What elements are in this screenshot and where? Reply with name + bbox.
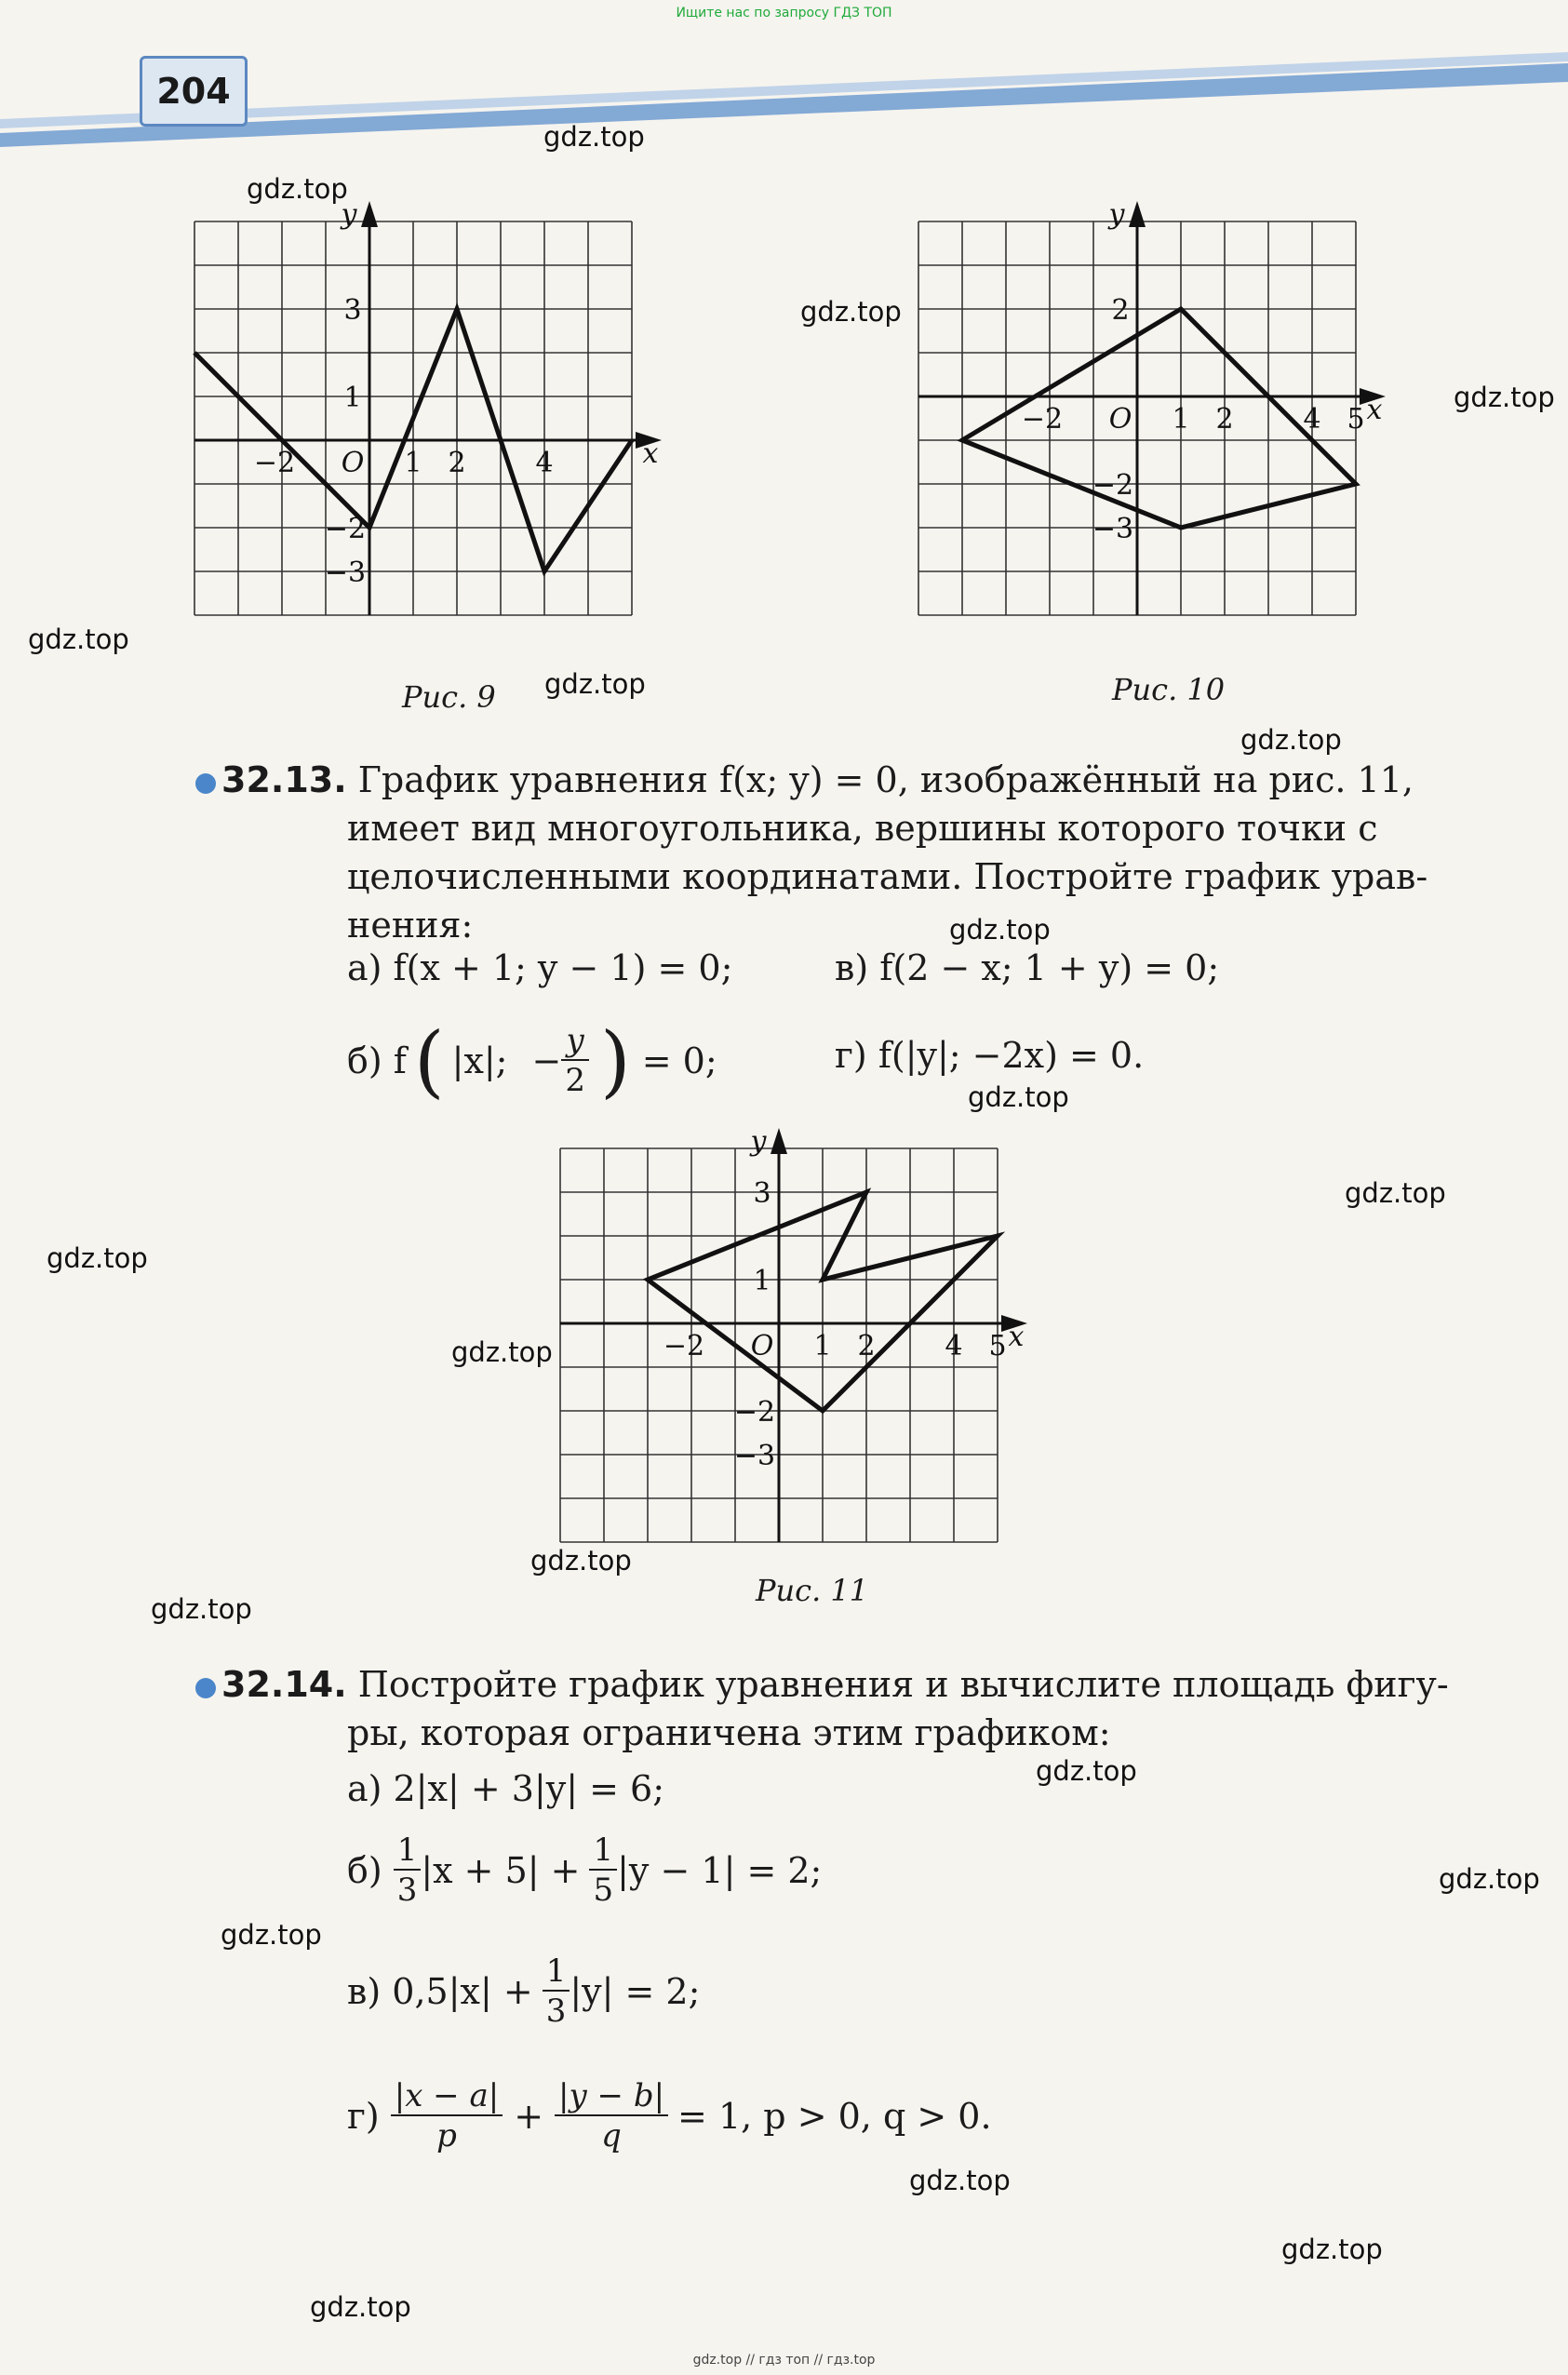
page-number: 204 <box>140 56 248 127</box>
blue-dot-icon <box>195 1678 216 1698</box>
y-axis-label: y <box>1108 198 1125 231</box>
x-tick-label: 4 <box>1303 403 1321 436</box>
top-banner: Ищите нас по запросу ГДЗ ТОП <box>676 6 892 20</box>
figure-10-caption: Рис. 10 <box>1112 672 1226 707</box>
item-b-absx: |x|; <box>451 1040 508 1081</box>
watermark: gdz.top <box>909 2165 1011 2196</box>
watermark: gdz.top <box>1240 724 1342 756</box>
x-tick-label: −2 <box>1021 403 1064 436</box>
watermark: gdz.top <box>1345 1177 1446 1209</box>
y-tick-label: −2 <box>733 1396 776 1429</box>
item-32-14-g <box>347 2077 992 2155</box>
figure-9-caption: Рис. 9 <box>402 679 496 715</box>
watermark: gdz.top <box>221 1919 322 1951</box>
y-tick-label: −2 <box>324 513 367 545</box>
item-b-suffix: = 0; <box>641 1040 717 1081</box>
item-32-13-g: г) f(|y|; −2x) = 0. <box>835 1035 1145 1076</box>
paren-right: ) <box>599 1015 631 1107</box>
item-32-14-v <box>347 1952 700 2031</box>
y-tick-label: −3 <box>1092 513 1134 545</box>
origin-label: O <box>750 1330 774 1362</box>
watermark: gdz.top <box>1454 382 1555 413</box>
watermark: gdz.top <box>310 2291 411 2323</box>
figure-10 <box>917 198 1438 659</box>
y-tick-label: 3 <box>343 294 362 327</box>
y-axis-label: y <box>341 198 357 231</box>
figure-11-caption: Рис. 11 <box>756 1573 869 1608</box>
figure-11 <box>558 1125 1079 1545</box>
problem-line-1: График уравнения f(x; y) = 0, изображённый на рис. 11, <box>357 759 1414 800</box>
problem-32-13 <box>195 756 1452 949</box>
x-tick-label: 2 <box>857 1330 876 1362</box>
item-32-13-b <box>347 1014 717 1107</box>
footer: gdz.top // гдз топ // гдз.top <box>692 2353 876 2368</box>
x-tick-label: 2 <box>1215 403 1234 436</box>
y-tick-label: 3 <box>753 1177 771 1210</box>
x-axis-label: x <box>1366 394 1383 426</box>
watermark: gdz.top <box>1439 1863 1540 1895</box>
item-32-14-a: а) 2|x| + 3|y| = 6; <box>347 1768 664 1809</box>
problem-line-1: Постройте график уравнения и вычислите площадь фигу- <box>357 1664 1449 1705</box>
watermark: gdz.top <box>1036 1755 1137 1787</box>
x-tick-label: 1 <box>1172 403 1190 436</box>
x-axis-label: x <box>1008 1321 1025 1353</box>
y-tick-label: 1 <box>753 1265 771 1297</box>
y-tick-label: −3 <box>324 557 367 589</box>
x-tick-label: 1 <box>404 447 422 479</box>
y-tick-label: −3 <box>733 1440 776 1472</box>
figure-9 <box>191 198 712 659</box>
fraction-y-over-2: $\frac{y}{2}$ <box>561 1022 589 1100</box>
watermark: gdz.top <box>530 1545 632 1577</box>
fraction-1-5: $\frac{1}{5}$ <box>589 1832 617 1910</box>
item-32-13-v: в) f(2 − x; 1 + y) = 0; <box>835 947 1220 988</box>
item-g-plus: + <box>514 2096 544 2137</box>
x-tick-label: −2 <box>663 1330 705 1362</box>
y-tick-label: −2 <box>1092 469 1134 502</box>
problem-number: 32.14. <box>221 1664 347 1705</box>
item-b-minus: − <box>531 1040 562 1081</box>
watermark: gdz.top <box>151 1593 252 1625</box>
problem-line-3: целочисленными координатами. Постройте график урав- <box>347 856 1428 897</box>
x-tick-label: 4 <box>945 1330 963 1362</box>
problem-32-14 <box>195 1660 1452 1757</box>
watermark: gdz.top <box>949 914 1051 946</box>
y-axis-arrow-icon <box>771 1128 787 1154</box>
paren-left: ( <box>413 1015 445 1107</box>
item-v-label: в) 0,5|x| + <box>347 1971 533 2012</box>
x-tick-label: −2 <box>253 447 296 479</box>
watermark: gdz.top <box>544 668 646 700</box>
problem-line-2: ры, которая ограничена этим графиком: <box>347 1712 1111 1753</box>
figure-10-graph <box>917 198 1438 659</box>
item-label: б) <box>347 1850 382 1891</box>
figure-9-graph <box>191 198 712 659</box>
watermark: gdz.top <box>968 1081 1069 1113</box>
item-b-prefix: б) f <box>347 1040 407 1081</box>
watermark: gdz.top <box>28 624 129 655</box>
problem-line-4: нения: <box>347 905 474 946</box>
y-tick-label: 2 <box>1111 294 1130 327</box>
item-b-end: |y − 1| = 2; <box>617 1850 823 1891</box>
fraction-1-3: $\frac{1}{3}$ <box>543 1952 570 2031</box>
fraction-x-a-over-p: $\frac{|x - a|}{p}$ <box>391 2077 503 2155</box>
blue-dot-icon <box>195 773 216 794</box>
y-axis-label: y <box>750 1125 767 1158</box>
item-b-mid: |x + 5| + <box>421 1850 581 1891</box>
y-tick-label: 1 <box>343 382 362 414</box>
problem-number: 32.13. <box>221 759 347 800</box>
watermark: gdz.top <box>1281 2234 1383 2265</box>
y-axis-arrow-icon <box>361 201 378 227</box>
watermark: gdz.top <box>247 173 348 205</box>
fraction-y-b-over-q: $\frac{|y - b|}{q}$ <box>555 2077 668 2155</box>
origin-label: O <box>1108 403 1132 436</box>
watermark: gdz.top <box>47 1242 148 1274</box>
x-tick-label: 4 <box>535 447 554 479</box>
x-axis-label: x <box>642 437 659 470</box>
x-tick-label: 5 <box>988 1330 1007 1362</box>
x-tick-label: 1 <box>813 1330 832 1362</box>
watermark: gdz.top <box>451 1336 553 1368</box>
item-32-13-a: а) f(x + 1; y − 1) = 0; <box>347 947 733 988</box>
watermark: gdz.top <box>800 296 902 328</box>
origin-label: O <box>341 447 365 479</box>
x-tick-label: 2 <box>448 447 466 479</box>
figure-11-graph <box>558 1125 1079 1545</box>
x-tick-label: 5 <box>1347 403 1365 436</box>
item-32-14-b <box>347 1832 822 1910</box>
item-v-end: |y| = 2; <box>570 1971 701 2012</box>
y-axis-arrow-icon <box>1129 201 1146 227</box>
item-g-end: = 1, p > 0, q > 0. <box>677 2096 992 2137</box>
fraction-1-3: $\frac{1}{3}$ <box>394 1832 422 1910</box>
problem-line-2: имеет вид многоугольника, вершины которого точки с <box>347 808 1378 849</box>
item-g-label: г) <box>347 2096 380 2137</box>
watermark: gdz.top <box>543 121 645 153</box>
